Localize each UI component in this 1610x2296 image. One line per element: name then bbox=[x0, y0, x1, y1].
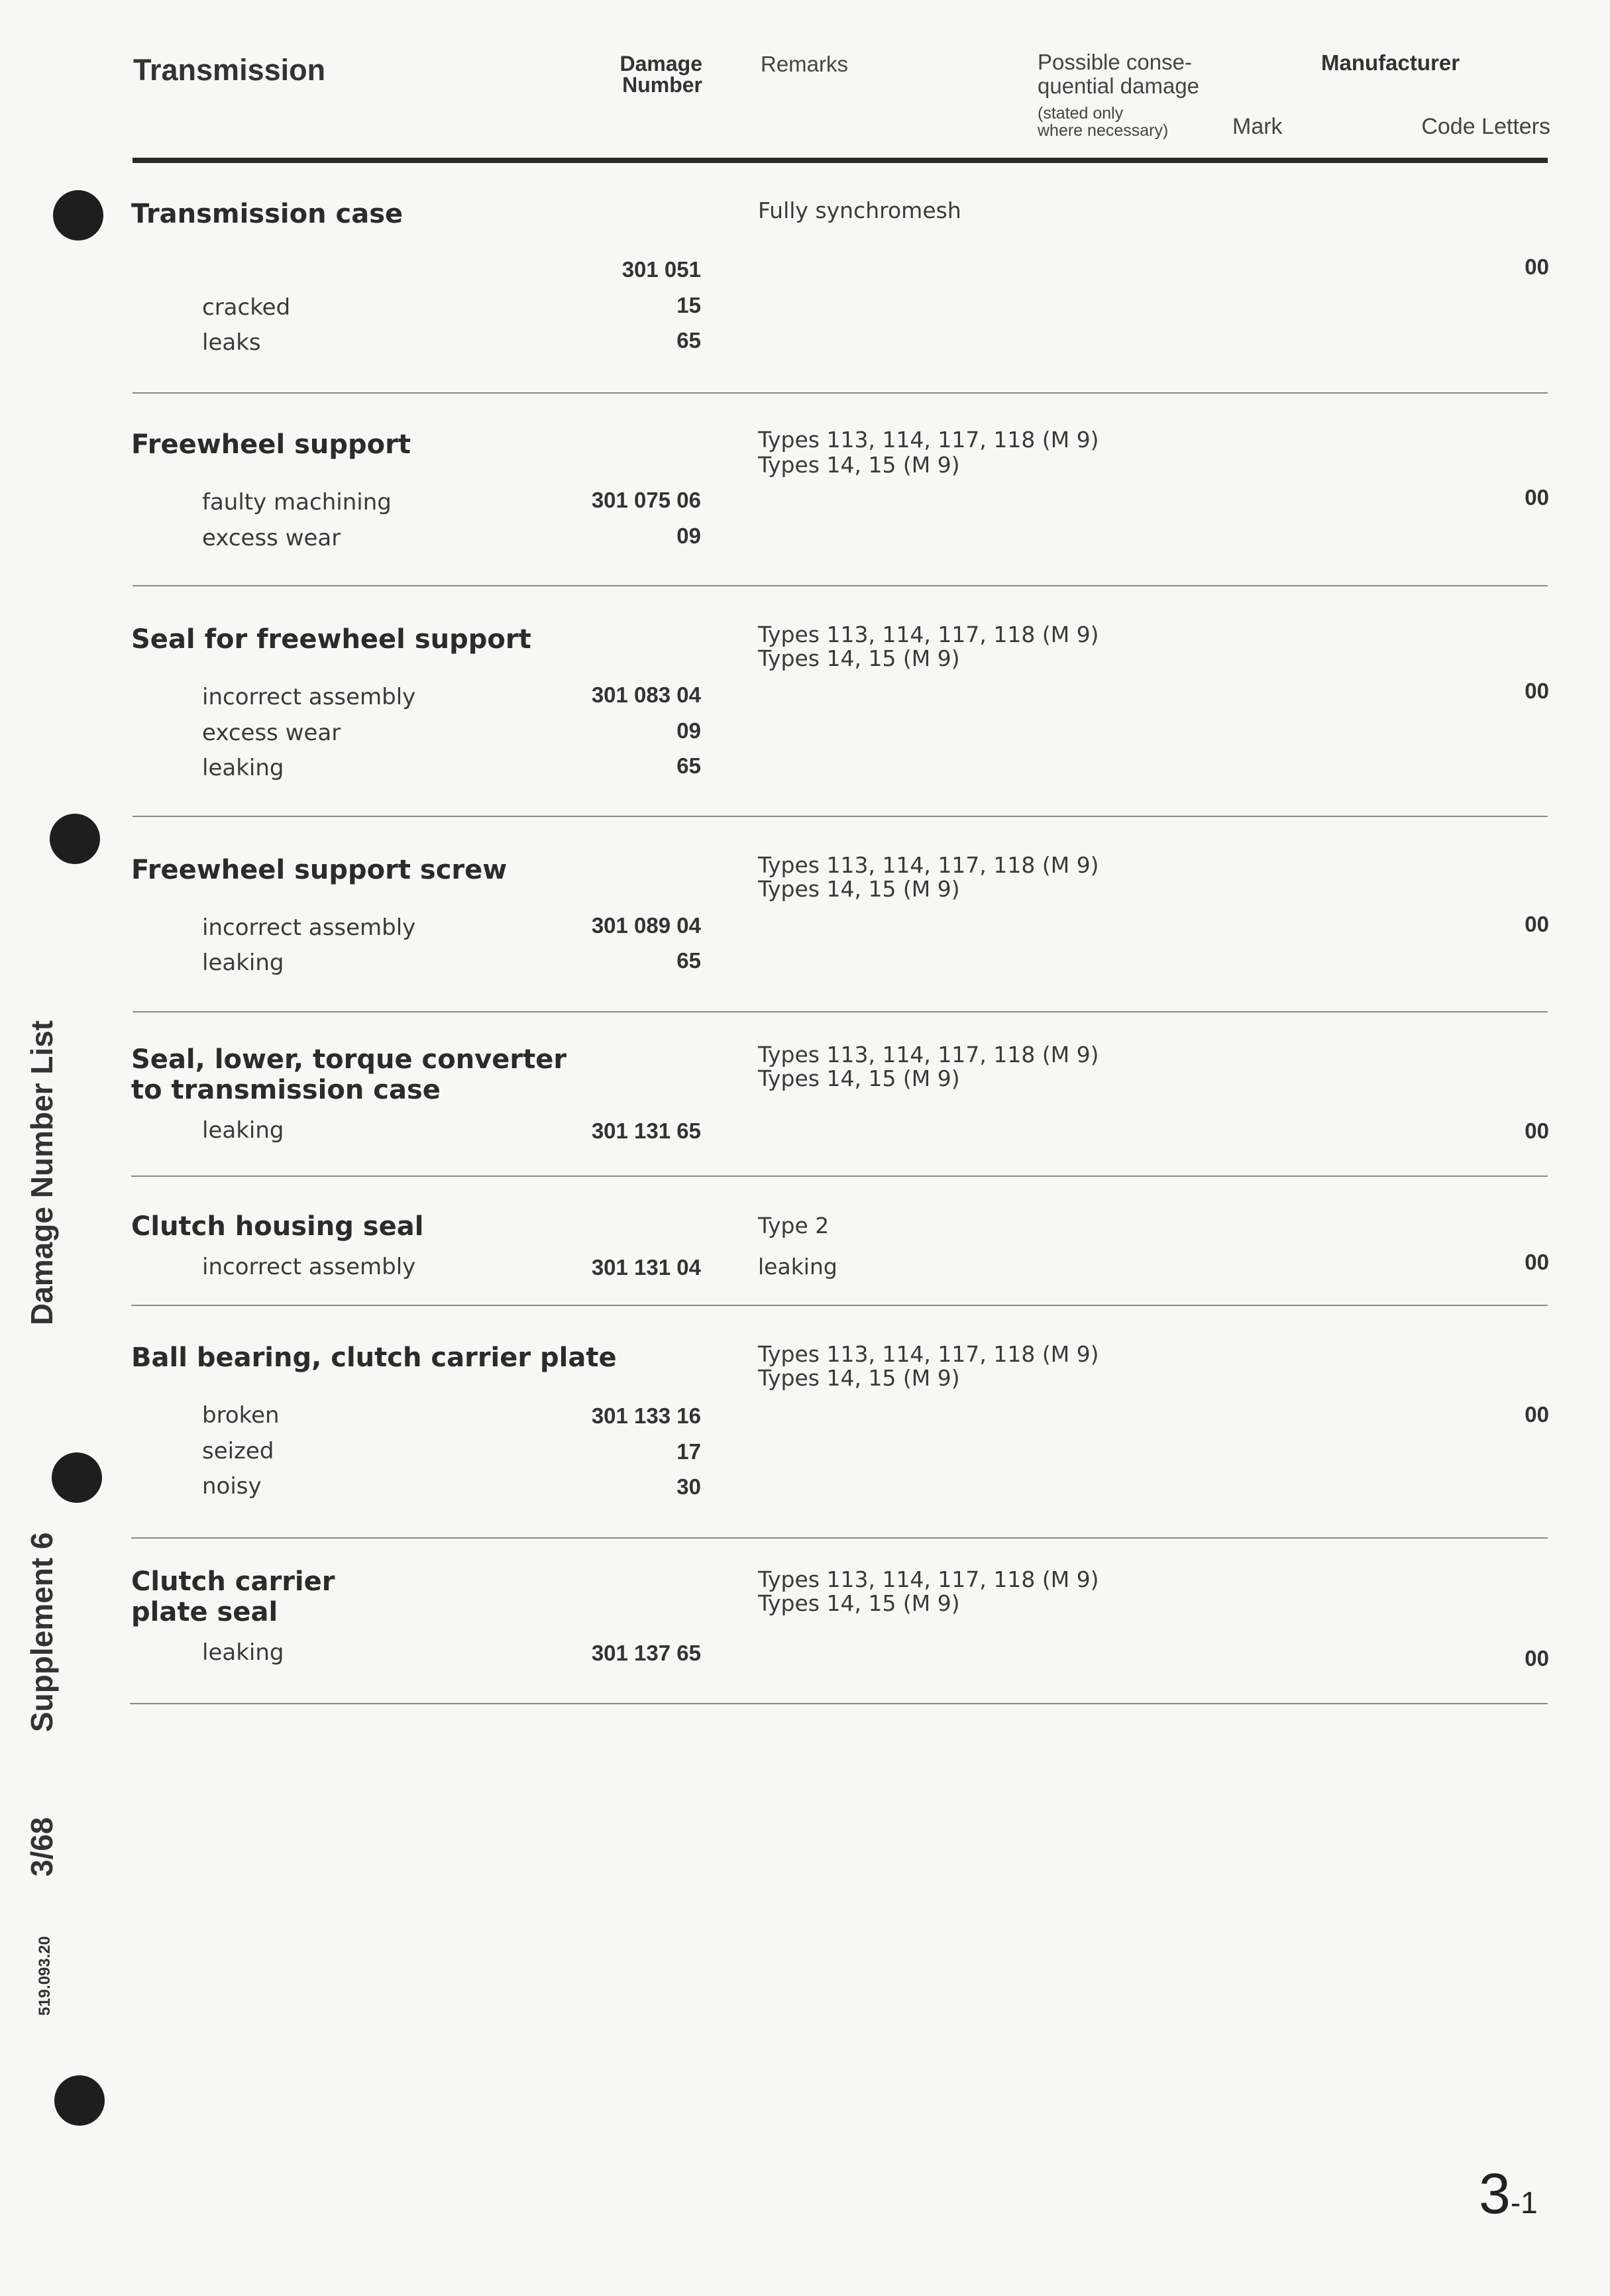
section-remark: Types 14, 15 (M 9) bbox=[758, 645, 960, 671]
section-remark: Types 14, 15 (M 9) bbox=[758, 1365, 960, 1391]
damage-number: 65 bbox=[676, 328, 701, 353]
section-title: Ball bearing, clutch carrier plate bbox=[131, 1342, 617, 1373]
damage-item-label: leaking bbox=[202, 1639, 284, 1666]
damage-item-label: leaks bbox=[202, 329, 261, 356]
section-divider bbox=[133, 392, 1548, 394]
damage-item-label: leaking bbox=[202, 950, 284, 976]
manufacturer-header: Manufacturer bbox=[1321, 50, 1460, 75]
damage-number: 301 131 04 bbox=[591, 1255, 701, 1280]
binder-hole-1 bbox=[53, 190, 103, 241]
damage-item-label: excess wear bbox=[202, 720, 341, 746]
section-title: Seal for freewheel support bbox=[131, 624, 531, 655]
section-remark: Fully synchromesh bbox=[758, 197, 961, 223]
damage-item-label: broken bbox=[202, 1402, 280, 1429]
code-letters: 00 bbox=[1525, 1250, 1549, 1274]
damage-number: 301 051 bbox=[621, 257, 701, 282]
damage-item-label: faulty machining bbox=[202, 489, 392, 516]
section-remark: Types 113, 114, 117, 118 (M 9) bbox=[758, 1341, 1099, 1367]
stated-note-line2: where necessary) bbox=[1038, 121, 1169, 140]
damage-item-label: incorrect assembly bbox=[202, 914, 416, 941]
section-remark: Types 113, 114, 117, 118 (M 9) bbox=[758, 427, 1099, 453]
section-divider bbox=[130, 1703, 1548, 1704]
damage-number: 09 bbox=[676, 718, 701, 743]
section-title-line1: Clutch carrier bbox=[131, 1566, 335, 1597]
section-remark: Type 2 bbox=[758, 1213, 830, 1238]
side-date: 3/68 bbox=[25, 1817, 59, 1877]
section-divider bbox=[131, 1537, 1548, 1539]
damage-item-label: cracked bbox=[202, 294, 291, 321]
code-letters: 00 bbox=[1525, 1402, 1549, 1427]
section-remark: Types 113, 114, 117, 118 (M 9) bbox=[758, 622, 1099, 647]
section-title-line1: Seal, lower, torque converter bbox=[131, 1044, 567, 1075]
code-letters: 00 bbox=[1525, 912, 1549, 936]
section-remark: leaking bbox=[758, 1254, 837, 1280]
section-divider bbox=[133, 816, 1548, 817]
code-letters: 00 bbox=[1525, 485, 1549, 510]
page-title: Transmission bbox=[133, 53, 326, 87]
section-remark: Types 113, 114, 117, 118 (M 9) bbox=[758, 852, 1099, 878]
mark-header: Mark bbox=[1232, 114, 1283, 139]
section-title: Clutch housing seal bbox=[131, 1211, 424, 1242]
possible-damage-header bbox=[1038, 50, 1199, 98]
code-letters: 00 bbox=[1525, 254, 1549, 279]
side-ref: 519.093.20 bbox=[36, 1936, 54, 2016]
damage-number: 301 083 04 bbox=[591, 683, 701, 707]
binder-hole-3 bbox=[52, 1452, 102, 1503]
damage-number: 15 bbox=[676, 293, 701, 317]
damage-number: 301 133 16 bbox=[591, 1403, 701, 1428]
damage-item-label: leaking bbox=[202, 755, 284, 781]
section-title-line2: to transmission case bbox=[131, 1075, 441, 1105]
section-divider bbox=[131, 1305, 1548, 1306]
damage-item-label: leaking bbox=[202, 1117, 284, 1144]
possible-damage-line1: Possible conse- bbox=[1038, 50, 1192, 74]
code-letters: 00 bbox=[1525, 1646, 1549, 1670]
side-list-title: Damage Number List bbox=[25, 1020, 59, 1325]
section-divider bbox=[133, 1011, 1548, 1012]
damage-item-label: incorrect assembly bbox=[202, 1254, 416, 1280]
header-rule bbox=[133, 158, 1548, 163]
section-title bbox=[131, 1044, 566, 1105]
side-supplement: Supplement 6 bbox=[25, 1532, 59, 1732]
section-remark: Types 14, 15 (M 9) bbox=[758, 1590, 960, 1616]
stated-note-line1: (stated only bbox=[1038, 104, 1124, 123]
page-number-main: 3 bbox=[1479, 2162, 1511, 2226]
possible-damage-line2: quential damage bbox=[1038, 74, 1200, 98]
section-remark: Types 113, 114, 117, 118 (M 9) bbox=[758, 1566, 1099, 1592]
section-title: Freewheel support screw bbox=[131, 855, 508, 885]
section-remark: Types 14, 15 (M 9) bbox=[758, 876, 960, 902]
section-remark: Types 14, 15 (M 9) bbox=[758, 452, 960, 478]
code-letters: 00 bbox=[1525, 1119, 1549, 1143]
section-title: Transmission case bbox=[131, 199, 403, 229]
damage-number: 301 075 06 bbox=[591, 488, 701, 512]
section-divider bbox=[131, 1175, 1548, 1177]
damage-number-header bbox=[596, 53, 702, 95]
damage-number: 301 131 65 bbox=[591, 1119, 701, 1143]
section-remark: Types 113, 114, 117, 118 (M 9) bbox=[758, 1042, 1099, 1067]
damage-number-header-line1: Damage bbox=[619, 52, 702, 76]
page-number-suffix: -1 bbox=[1510, 2185, 1538, 2220]
section-title bbox=[131, 1566, 335, 1627]
damage-number: 65 bbox=[676, 948, 701, 973]
damage-item-label: excess wear bbox=[202, 525, 341, 551]
section-remark: Types 14, 15 (M 9) bbox=[758, 1066, 960, 1091]
section-title: Freewheel support bbox=[131, 429, 411, 460]
damage-item-label: incorrect assembly bbox=[202, 684, 416, 710]
code-letters-header: Code Letters bbox=[1421, 114, 1550, 139]
remarks-header: Remarks bbox=[761, 52, 849, 76]
damage-number: 17 bbox=[676, 1439, 701, 1464]
damage-item-label: seized bbox=[202, 1438, 274, 1464]
binder-hole-4 bbox=[54, 2075, 105, 2126]
code-letters: 00 bbox=[1525, 679, 1549, 703]
damage-number: 65 bbox=[676, 753, 701, 778]
damage-number: 30 bbox=[676, 1474, 701, 1499]
page-number bbox=[1479, 2161, 1538, 2227]
damage-number: 09 bbox=[676, 523, 701, 548]
damage-number-header-line2: Number bbox=[622, 73, 702, 97]
binder-hole-2 bbox=[50, 814, 100, 864]
damage-number: 301 137 65 bbox=[591, 1641, 701, 1665]
section-title-line2: plate seal bbox=[131, 1597, 278, 1627]
damage-item-label: noisy bbox=[202, 1473, 262, 1500]
damage-number: 301 089 04 bbox=[591, 913, 701, 938]
stated-note bbox=[1038, 105, 1168, 139]
section-divider bbox=[133, 585, 1548, 586]
